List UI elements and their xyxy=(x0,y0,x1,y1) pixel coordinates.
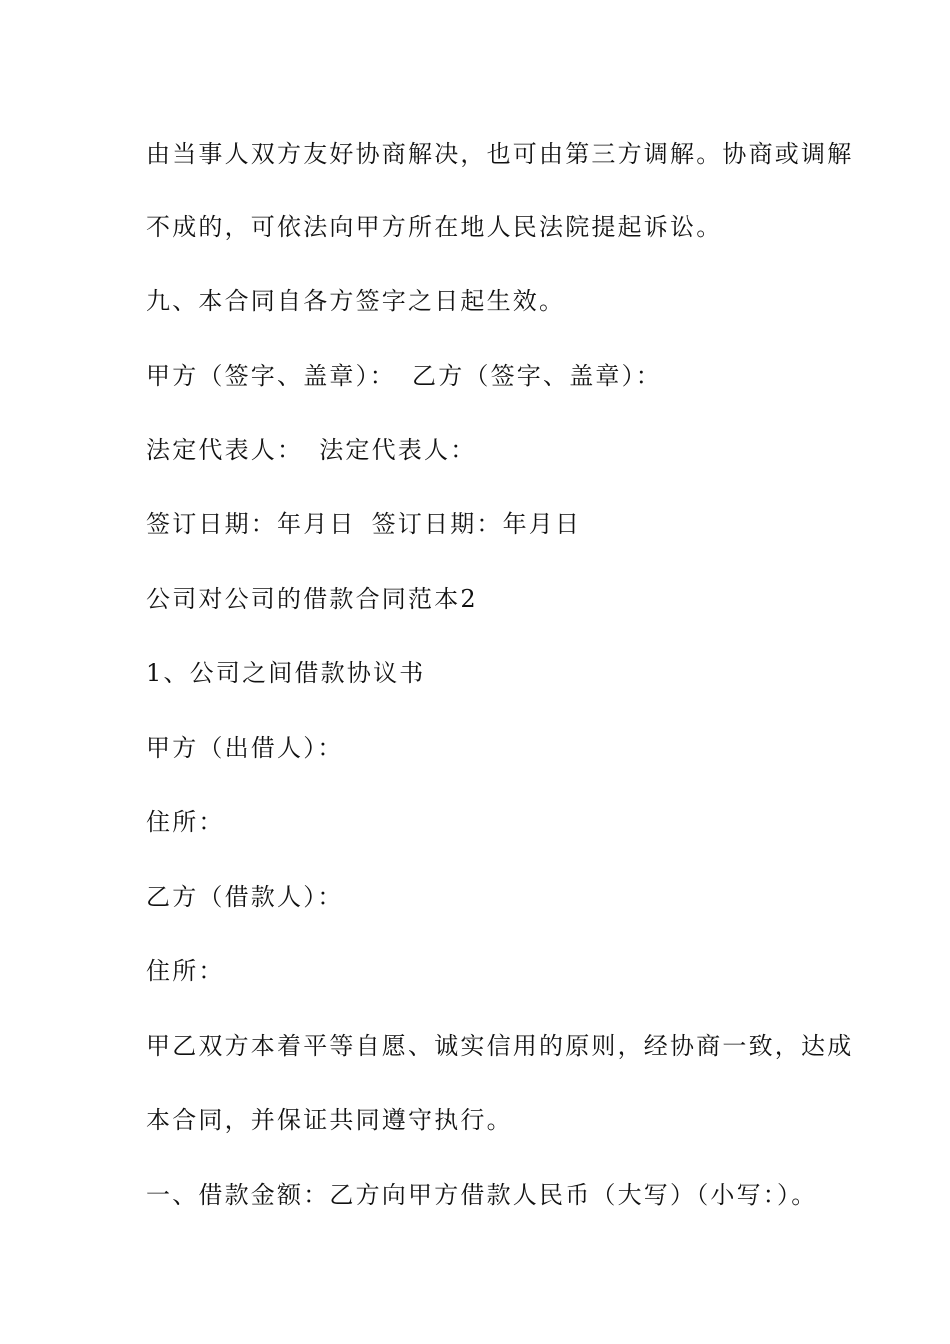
paragraph-line: 甲乙双方本着平等自愿、诚实信用的原则，经协商一致，达成 xyxy=(146,1032,854,1060)
party-a-lender-label: 甲方（出借人）： xyxy=(146,734,344,762)
paragraph-line: 由当事人双方友好协商解决，也可由第三方调解。协商或调解 xyxy=(146,140,854,168)
paragraph-line: 本合同，并保证共同遵守执行。 xyxy=(146,1106,513,1134)
paragraph-line: 不成的，可依法向甲方所在地人民法院提起诉讼。 xyxy=(146,213,723,241)
section-heading: 公司对公司的借款合同范本2 xyxy=(146,585,478,613)
signing-date-row xyxy=(146,508,826,540)
party-b-representative-label: 法定代表人： xyxy=(319,436,477,464)
party-a-representative-label: 法定代表人： xyxy=(146,436,304,464)
party-a-signing-date: 签订日期：年月日 xyxy=(146,510,356,538)
clause-line: 一、借款金额：乙方向甲方借款人民币（大写）（小写：）。 xyxy=(146,1181,818,1209)
party-a-address-label: 住所： xyxy=(146,808,225,836)
representative-row xyxy=(146,434,826,466)
party-a-signature-label: 甲方（签字、盖章）： xyxy=(146,362,396,390)
signature-row xyxy=(146,360,826,392)
party-b-address-label: 住所： xyxy=(146,957,225,985)
party-b-signing-date: 签订日期：年月日 xyxy=(371,510,582,538)
agreement-title: 1、公司之间借款协议书 xyxy=(146,659,426,687)
clause-line: 九、本合同自各方签字之日起生效。 xyxy=(146,287,566,315)
party-b-signature-label: 乙方（签字、盖章）： xyxy=(412,362,662,390)
party-b-borrower-label: 乙方（借款人）： xyxy=(146,883,344,911)
